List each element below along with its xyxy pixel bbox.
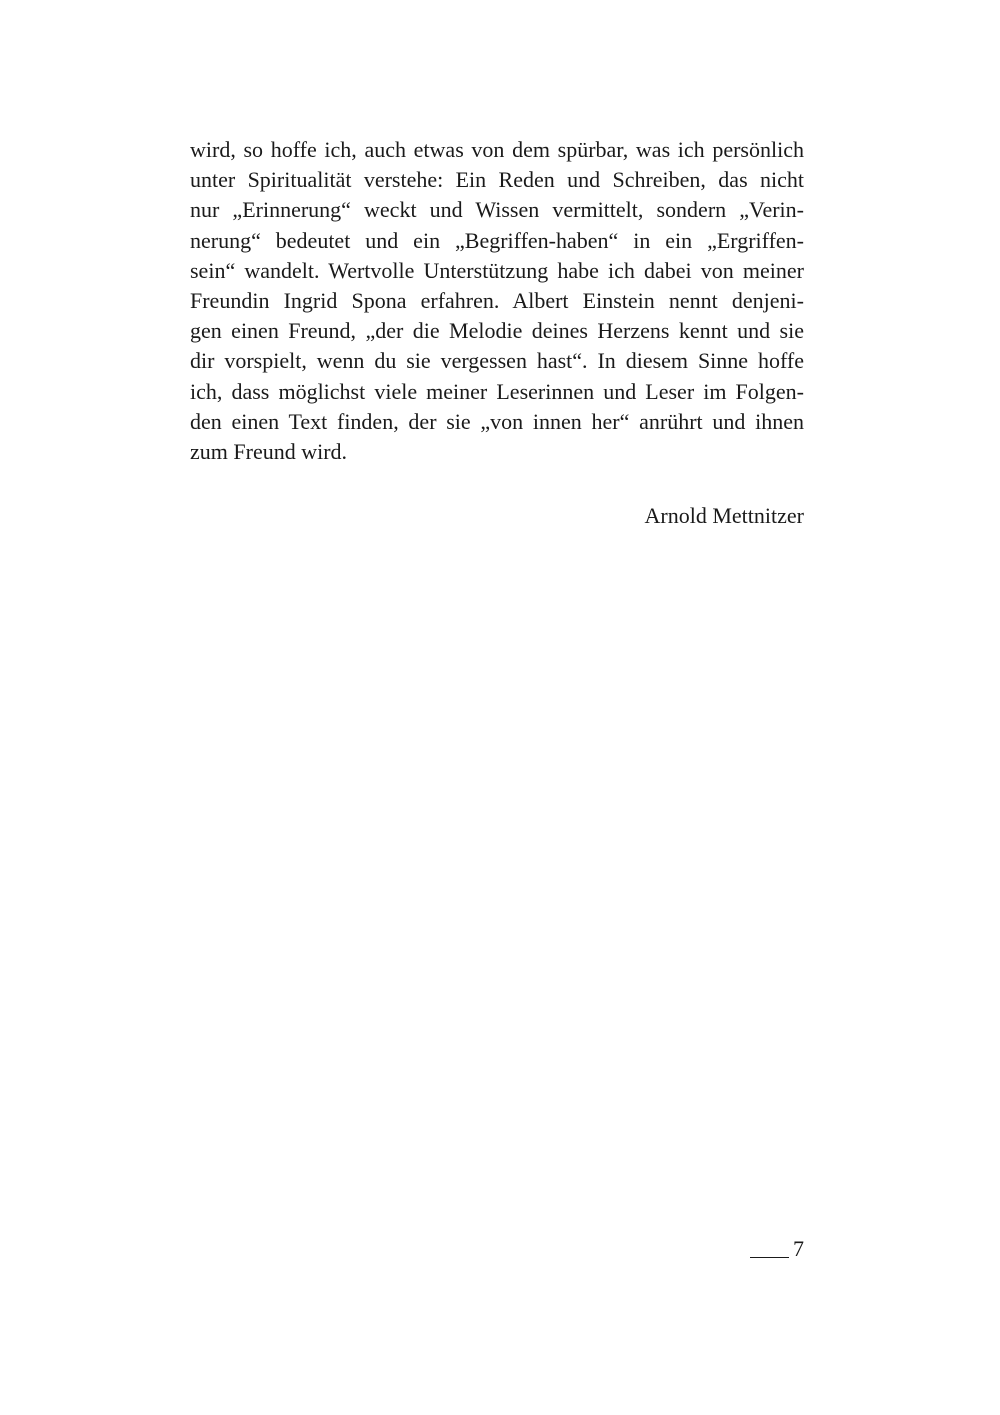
- paragraph-line: nur „Erinnerung“ weckt und Wissen vermittelt, sondern „Verin-: [190, 197, 804, 223]
- paragraph-line: wird, so hoffe ich, auch etwas von dem spürbar, was ich persönlich: [190, 137, 804, 162]
- paragraph-line: Freundin Ingrid Spona erfahren. Albert Einstein nennt denjeni-: [190, 287, 804, 313]
- author-signature: Arnold Mettnitzer: [644, 503, 804, 528]
- paragraph-line: dir vorspielt, wenn du sie vergessen hast“. In diesem Sinne hoffe: [190, 348, 804, 374]
- page-number: 7: [793, 1236, 804, 1261]
- body-paragraph: [190, 135, 804, 467]
- paragraph-line: den einen Text finden, der sie „von innen her“ anrührt und ihnen: [190, 408, 804, 434]
- paragraph-line: gen einen Freund, „der die Melodie deines Herzens kennt und sie: [190, 318, 804, 344]
- page-footer: [750, 1234, 804, 1264]
- paragraph-line: ich, dass möglichst viele meiner Leserinnen und Leser im Folgen-: [190, 378, 804, 404]
- paragraph-line: unter Spiritualität verstehe: Ein Reden und Schreiben, das nicht: [190, 167, 804, 193]
- paragraph-line: zum Freund wird.: [190, 438, 348, 464]
- paragraph-line: nerung“ bedeutet und ein „Begriffen-haben“ in ein „Ergriffen-: [190, 227, 804, 253]
- paragraph-line: sein“ wandelt. Wertvolle Unterstützung habe ich dabei von meiner: [190, 257, 804, 283]
- footer-rule: [750, 1257, 789, 1258]
